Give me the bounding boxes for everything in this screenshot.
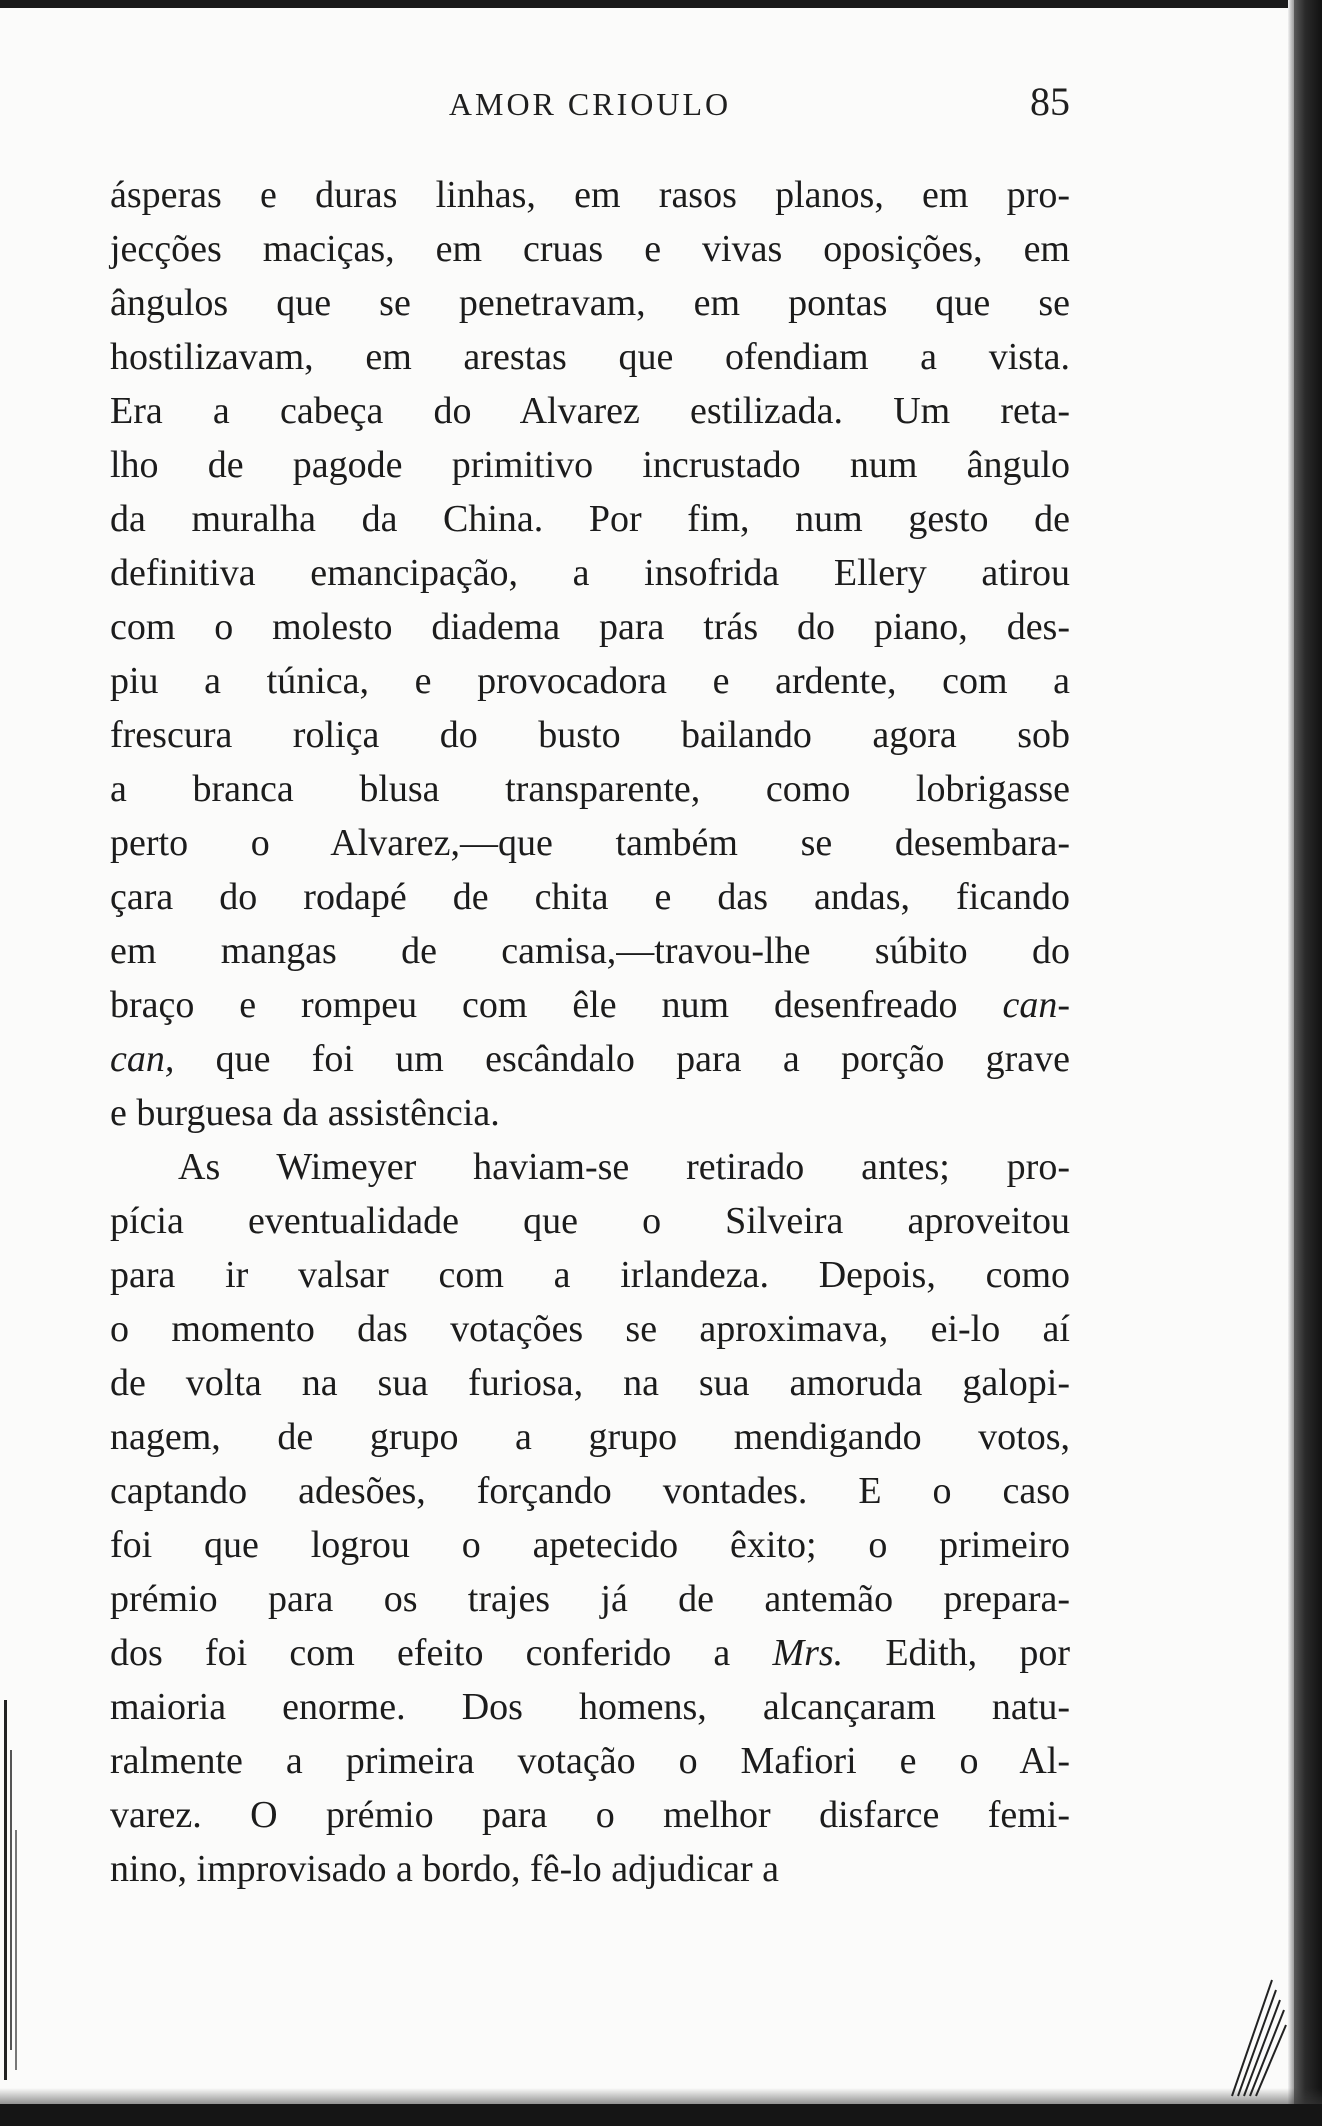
text-segment: definitiva emancipação, a insofrida Ellery atirou	[110, 552, 1070, 594]
body-text	[110, 168, 1070, 1896]
text-segment: braço e rompeu com êle num desenfreado	[110, 984, 1003, 1026]
text-line	[110, 168, 1070, 222]
text-line	[110, 1518, 1070, 1572]
text-segment: para ir valsar com a irlandeza. Depois, como	[110, 1254, 1070, 1296]
text-segment: a branca blusa transparente, como lobrigasse	[110, 768, 1070, 810]
italic-word: can-	[1002, 984, 1070, 1026]
text-segment: com o molesto diadema para trás do piano, des-	[110, 606, 1070, 648]
text-segment: pícia eventualidade que o Silveira aproveitou	[110, 1200, 1070, 1242]
text-segment: varez. O prémio para o melhor disfarce femi-	[110, 1794, 1070, 1836]
text-segment: ralmente a primeira votação o Mafiori e o Al-	[110, 1740, 1070, 1782]
text-line	[110, 978, 1070, 1032]
text-line	[110, 708, 1070, 762]
text-segment: foi que logrou o apetecido êxito; o primeiro	[110, 1524, 1070, 1566]
text-segment: perto o Alvarez,—que também se desembara-	[110, 822, 1070, 864]
text-line	[110, 1140, 1070, 1194]
text-line	[110, 1248, 1070, 1302]
italic-word: can,	[110, 1038, 175, 1080]
text-line	[110, 1842, 1070, 1896]
text-segment: prémio para os trajes já de antemão prepara-	[110, 1578, 1070, 1620]
text-line	[110, 1680, 1070, 1734]
text-line	[110, 1086, 1070, 1140]
text-segment: As Wimeyer haviam-se retirado antes; pro-	[178, 1146, 1070, 1188]
text-segment: o momento das votações se aproximava, ei-lo aí	[110, 1308, 1070, 1350]
text-line	[110, 1194, 1070, 1248]
text-line	[110, 762, 1070, 816]
text-line	[110, 330, 1070, 384]
page-number: 85	[1030, 79, 1070, 124]
text-segment: ângulos que se penetravam, em pontas que se	[110, 282, 1070, 324]
text-line	[110, 546, 1070, 600]
text-segment: frescura roliça do busto bailando agora sob	[110, 714, 1070, 756]
text-segment: lho de pagode primitivo incrustado num ângulo	[110, 444, 1070, 486]
text-segment: nagem, de grupo a grupo mendigando votos,	[110, 1416, 1070, 1458]
running-header	[110, 78, 1070, 138]
text-segment: Era a cabeça do Alvarez estilizada. Um reta-	[110, 390, 1070, 432]
text-line	[110, 654, 1070, 708]
running-title: AMOR CRIOULO	[448, 86, 732, 122]
text-line	[110, 1356, 1070, 1410]
corner-hatch-mark	[1228, 1970, 1288, 2100]
scan-edge-top	[0, 0, 1322, 8]
text-segment: de volta na sua furiosa, na sua amoruda galopi-	[110, 1362, 1070, 1404]
text-segment: nino, improvisado a bordo, fê-lo adjudicar a	[110, 1848, 780, 1890]
text-line	[110, 222, 1070, 276]
text-line	[110, 600, 1070, 654]
text-segment: piu a túnica, e provocadora e ardente, com a	[110, 660, 1070, 702]
text-line	[110, 870, 1070, 924]
text-segment: dos foi com efeito conferido a	[110, 1632, 773, 1674]
text-line	[110, 1572, 1070, 1626]
text-segment: maioria enorme. Dos homens, alcançaram natu-	[110, 1686, 1070, 1728]
text-segment: ásperas e duras linhas, em rasos planos, em pro-	[110, 174, 1070, 216]
text-segment: jecções maciças, em cruas e vivas oposições, em	[110, 228, 1070, 270]
text-line	[110, 1410, 1070, 1464]
text-line	[110, 1788, 1070, 1842]
text-line	[110, 438, 1070, 492]
text-line	[110, 1626, 1070, 1680]
text-line	[110, 492, 1070, 546]
text-segment: que foi um escândalo para a porção grave	[174, 1038, 1070, 1080]
text-segment: hostilizavam, em arestas que ofendiam a vista.	[110, 336, 1070, 378]
text-line	[110, 1302, 1070, 1356]
text-line	[110, 276, 1070, 330]
page-bottom-shadow	[0, 2088, 1322, 2104]
text-segment: da muralha da China. Por fim, num gesto de	[110, 498, 1070, 540]
text-segment: Edith, por	[843, 1632, 1071, 1674]
text-line	[110, 1464, 1070, 1518]
text-line	[110, 384, 1070, 438]
text-segment: çara do rodapé de chita e das andas, ficando	[110, 876, 1070, 918]
text-line	[110, 1032, 1070, 1086]
text-line	[110, 1734, 1070, 1788]
text-line	[110, 924, 1070, 978]
text-line	[110, 816, 1070, 870]
binding-marks	[0, 1690, 26, 2090]
scan-edge-bottom	[0, 2104, 1322, 2126]
text-segment: captando adesões, forçando vontades. E o caso	[110, 1470, 1070, 1512]
italic-word: Mrs.	[772, 1632, 844, 1674]
text-segment: em mangas de camisa,—travou-lhe súbito do	[110, 930, 1070, 972]
text-segment: e burguesa da assistência.	[110, 1092, 500, 1134]
scan-edge-right	[1294, 0, 1322, 2126]
